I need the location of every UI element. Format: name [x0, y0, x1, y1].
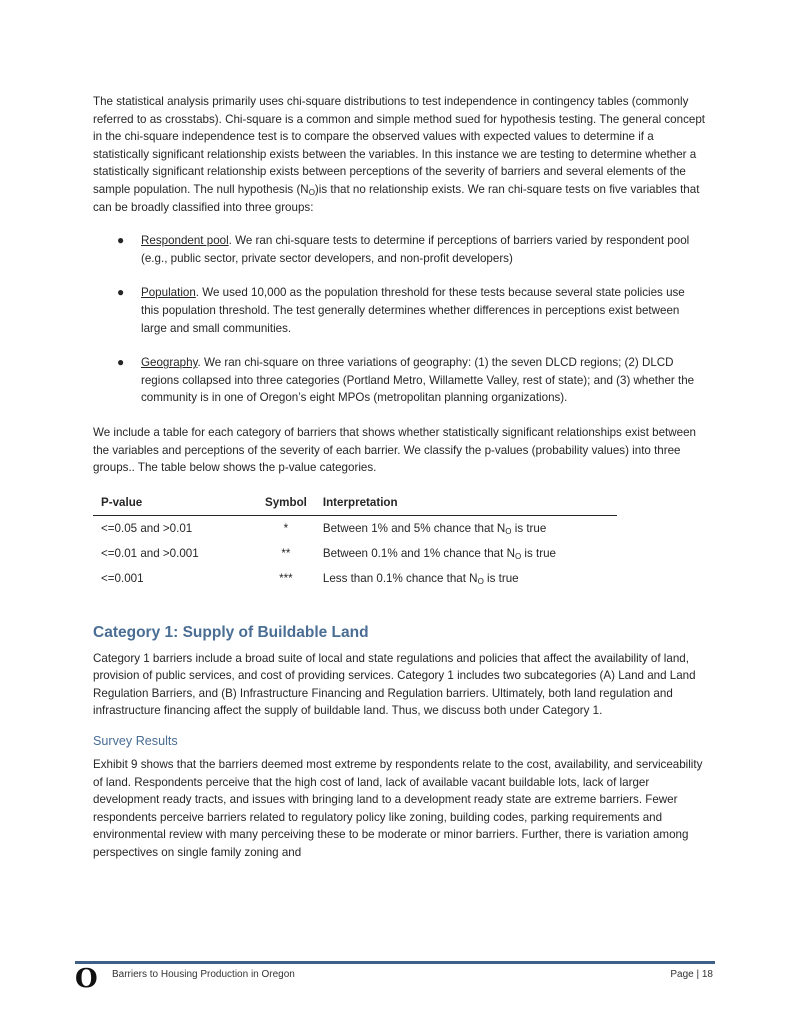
symbol-cell: **: [281, 546, 291, 560]
symbol-cell: ***: [279, 571, 293, 585]
list-item-text: . We ran chi-square tests to determine if perceptions of barriers varied by respondent pool (e.g., public sector, private sector developers, and non-profit developers): [141, 234, 690, 265]
list-item-text: . We used 10,000 as the population threshold for these tests because several state policies use this population threshold. The test generally determines whether differences in perceptions exist between large and small communities.: [141, 286, 685, 335]
bullet-icon: ●: [117, 355, 125, 370]
pvalue-cell: <=0.001: [101, 571, 144, 585]
pvalue-cell: <=0.05 and >0.01: [101, 521, 193, 535]
table-row: [93, 566, 617, 591]
footer-document-title: Barriers to Housing Production in Oregon: [112, 969, 295, 980]
survey-results-paragraph: Exhibit 9 shows that the barriers deemed most extreme by respondents relate to the cost, availability, and serviceability of land. Respondents perceive that the high cost of land, lack of available vacant buildable lots, lack of larger development ready tracts, and issues with bringing land to a development ready state are extreme barriers. Fewer respondents perceive barriers related to regulatory policy like zoning, building codes, parking requirements and environmental review with many perceiving these to be moderate or minor barriers. Further, there is variation among perspectives on single family zoning and: [93, 758, 703, 860]
list-item-term: Population: [141, 286, 196, 300]
list-item-term: Geography: [141, 356, 198, 370]
pvalue-cell: <=0.01 and >0.001: [101, 546, 199, 560]
table-intro-paragraph: We include a table for each category of barriers that shows whether statistically significant relationships exist between the variables and perceptions of the severity of each barrier. We classify the p-values (probability values) into three groups.. The table below shows the p-value categories.: [93, 425, 696, 475]
symbol-cell: *: [283, 521, 289, 535]
document-body: [93, 93, 705, 862]
list-item: [93, 284, 705, 337]
footer-divider: [75, 961, 715, 964]
column-header-interpretation: Interpretation: [315, 493, 617, 516]
table-row: [93, 541, 617, 566]
intro-paragraph: The statistical analysis primarily uses chi-square distributions to test independence in contingency tables (commonly referred to as crosstabs). Chi-square is a common and simple method sued for hypothesis testing. The general concept in the chi-square independence test is to compare the observed values with expected values to determine if a statistically significant relationship exists between the variables. In this instance we are testing to determine whether a statistically significant relationship exists between perceptions of the severity of barriers and several elements of the sample population. The null hypothesis $(N_O)is$ that no relationship exists. We ran chi-square tests on five variables that can be broadly classified into three groups:: [93, 95, 705, 214]
footer-page-number: Page | 18: [670, 969, 713, 980]
university-logo-icon: O: [75, 964, 98, 994]
table-row: [93, 515, 617, 541]
variable-list: [93, 232, 705, 407]
list-item-term: Respondent pool: [141, 234, 229, 248]
column-header-symbol: Symbol: [257, 493, 315, 516]
interpretation-cell: Between 1% and 5% chance that $N_O$ is true: [322, 521, 547, 536]
interpretation-cell: Less than 0.1% chance that $N_O$ is true: [322, 571, 519, 586]
table-header-row: [93, 493, 617, 516]
interpretation-cell: Between 0.1% and 1% chance that $N_O$ is true: [322, 546, 556, 561]
category-heading: Category 1: Supply of Buildable Land: [93, 623, 369, 641]
bullet-icon: ●: [117, 233, 125, 248]
list-item: [93, 232, 705, 267]
bullet-icon: ●: [117, 285, 125, 300]
list-item: [93, 354, 705, 407]
list-item-text: . We ran chi-square on three variations of geography: (1) the seven DLCD regions; (2) DLCD regions collapsed into three categories (Portland Metro, Willamette Valley, rest of state); and (3) whether the community is in one of Oregon’s eight MPOs (metropolitan planning organizations).: [141, 356, 695, 405]
column-header-pvalue: P-value: [93, 493, 257, 516]
survey-results-heading: Survey Results: [93, 734, 178, 749]
pvalue-table: [93, 493, 617, 591]
category-paragraph: Category 1 barriers include a broad suite of local and state regulations and policies that affect the availability of land, provision of public services, and cost of providing services. Category 1 includes two subcategories (A) Land and Land Regulation Barriers, and (B) Infrastructure Financing and Regulation barriers. Ultimately, both land regulation and infrastructure financing affect the supply of buildable land. Thus, we discuss both under Category 1.: [93, 651, 696, 718]
